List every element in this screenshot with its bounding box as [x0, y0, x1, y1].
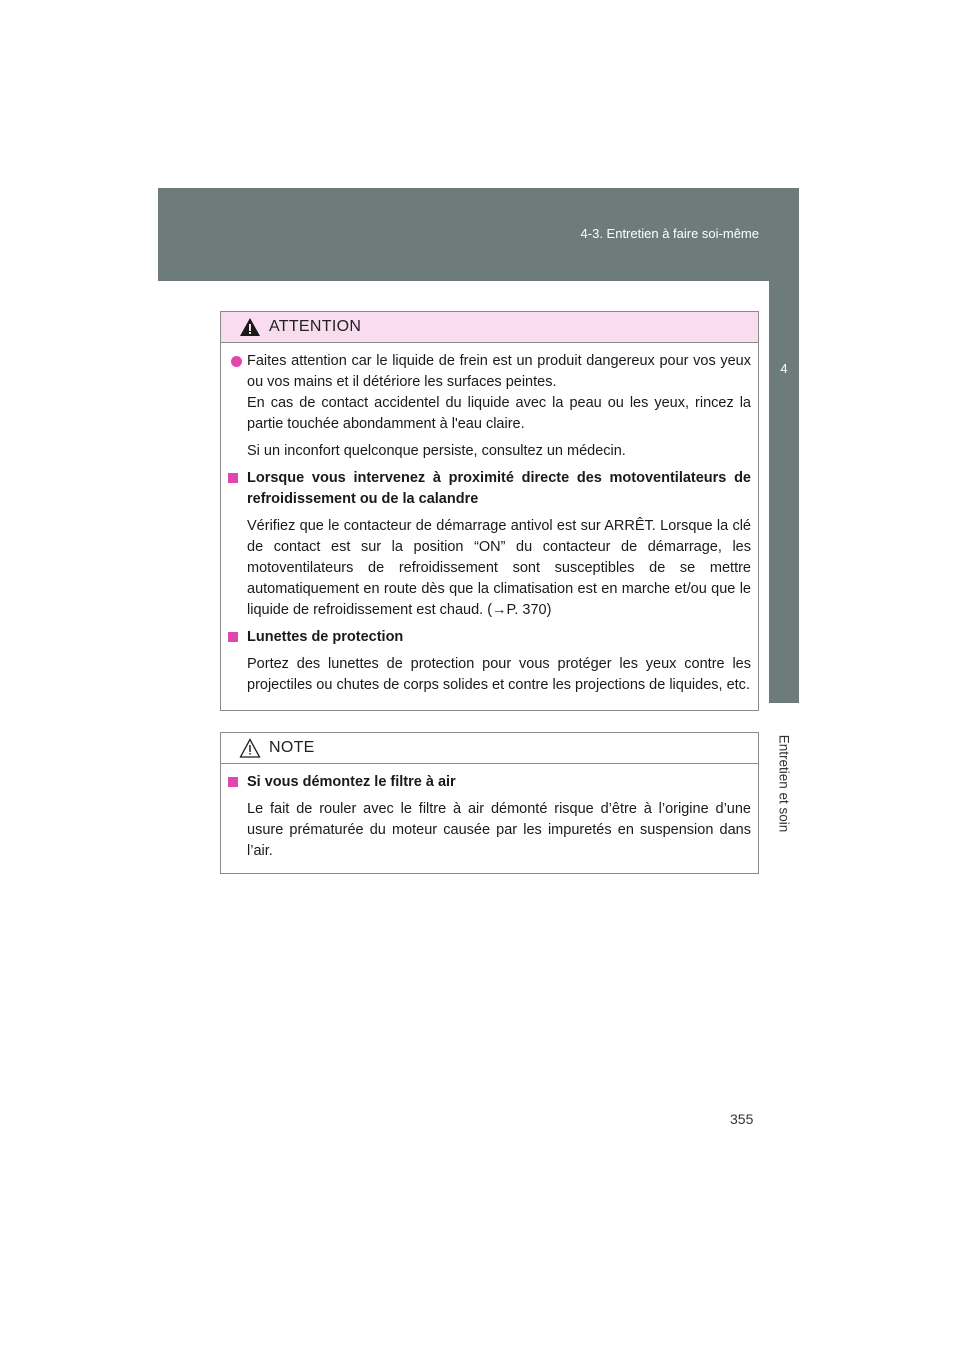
note-header	[221, 733, 758, 764]
square-bullet-icon	[228, 473, 238, 483]
attention-label: ATTENTION	[269, 318, 362, 335]
attention-item-goggles	[228, 627, 751, 696]
paragraph: Le fait de rouler avec le filtre à air démonté risque d’être à l’origine d’une usure prématurée du moteur causée par les impuretés en suspension dans l’air.	[247, 801, 751, 859]
page-number: 355	[730, 1111, 754, 1127]
paragraph: Si un inconfort quelconque persiste, consultez un médecin.	[247, 443, 626, 459]
warning-triangle-outline-icon	[239, 738, 261, 758]
chapter-rail	[769, 377, 799, 703]
warning-triangle-filled-icon	[239, 317, 261, 337]
paragraph: Portez des lunettes de protection pour vous protéger les yeux contre les projectiles ou chutes de corps solides et contre les projections de liquides, etc.	[247, 656, 751, 693]
paragraph: Faites attention car le liquide de frein est un produit dangereux pour vos yeux ou vos mains et il détériore les surfaces peintes.	[247, 353, 751, 390]
square-bullet-icon	[228, 632, 238, 642]
item-heading: Lunettes de protection	[247, 629, 404, 645]
circle-bullet-icon	[231, 356, 242, 367]
item-heading: Si vous démontez le filtre à air	[247, 774, 456, 790]
section-title: 4-3. Entretien à faire soi-même	[580, 226, 759, 241]
attention-body	[221, 343, 758, 716]
chapter-number: 4	[780, 361, 788, 376]
chapter-tab	[769, 281, 799, 377]
note-label: NOTE	[269, 739, 315, 756]
item-heading: Lorsque vous intervenez à proximité directe des motoventilateurs de refroidissement ou de la calandre	[247, 470, 751, 507]
attention-box	[220, 311, 759, 711]
chapter-label-container	[769, 703, 799, 863]
chapter-label: Entretien et soin	[776, 734, 792, 832]
square-bullet-icon	[228, 777, 238, 787]
attention-item-brake-fluid	[228, 351, 751, 462]
attention-item-fans	[228, 468, 751, 621]
note-body	[221, 764, 758, 882]
header-band	[158, 188, 799, 281]
note-item-air-filter	[228, 772, 751, 862]
attention-header	[221, 312, 758, 343]
note-box	[220, 732, 759, 874]
paragraph: En cas de contact accidentel du liquide avec la peau ou les yeux, rincez la partie touchée abondamment à l'eau claire.	[247, 395, 751, 432]
paragraph: Vérifiez que le contacteur de démarrage antivol est sur ARRÊT. Lorsque la clé de contact est sur la position “ON” du contacteur de démarrage, les motoventilateurs de refroidissement sont susceptibles de se mettre automatiquement en route dès que la climatisation est en marche et/ou que le liquide de refroidissement est chaud. (→P. 370)	[247, 518, 751, 618]
